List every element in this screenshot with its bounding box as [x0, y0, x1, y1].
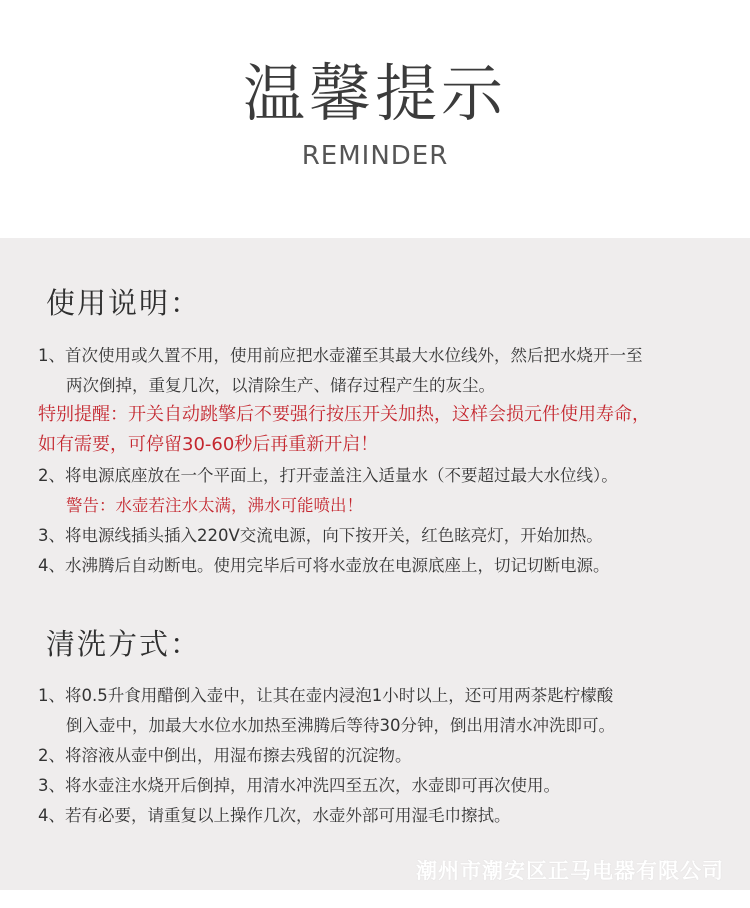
warning-line: 警告：水壶若注水太满，沸水可能喷出！ — [66, 496, 363, 515]
usage-line-1-cont: 两次倒掉，重复几次，以清除生产、储存过程产生的灰尘。 — [66, 376, 495, 395]
company-watermark: 潮州市潮安区正马电器有限公司 — [416, 859, 724, 883]
usage-line-4: 4、水沸腾后自动断电。使用完毕后可将水壶放在电源底座上，切记切断电源。 — [38, 556, 610, 575]
cleaning-line-3: 3、将水壶注水烧开后倒掉，用清水冲洗四至五次，水壶即可再次使用。 — [38, 776, 560, 795]
cleaning-line-1-cont: 倒入壶中，加最大水位水加热至沸腾后等待30分钟，倒出用清水冲洗即可。 — [66, 716, 615, 735]
usage-line-3: 3、将电源线插头插入220V交流电源，向下按开关，红色眩亮灯，开始加热。 — [38, 526, 603, 545]
cleaning-line-1: 1、将0.5升食用醋倒入壶中，让其在壶内浸泡1小时以上，还可用两茶匙柠檬酸 — [38, 686, 614, 705]
special-reminder-line-1: 特别提醒：开关自动跳擎后不要强行按压开关加热，这样会损元件使用寿命， — [38, 404, 650, 425]
header — [0, 0, 750, 238]
usage-line-1: 1、首次使用或久置不用，使用前应把水壶灌至其最大水位线外，然后把水烧开一至 — [38, 346, 643, 365]
special-reminder-line-2: 如有需要，可停留30-60秒后再重新开启！ — [38, 434, 379, 455]
cleaning-line-4: 4、若有必要，请重复以上操作几次，水壶外部可用湿毛巾擦拭。 — [38, 806, 511, 825]
cleaning-section-title: 清洗方式： — [46, 627, 202, 661]
usage-section-title: 使用说明： — [46, 286, 202, 320]
page-title: 温馨提示 — [242, 57, 507, 130]
bottom-strip — [0, 890, 750, 908]
usage-line-2: 2、将电源底座放在一个平面上，打开壶盖注入适量水（不要超过最大水位线）。 — [38, 466, 618, 485]
page-subtitle: REMINDER — [301, 141, 449, 171]
cleaning-line-2: 2、将溶液从壶中倒出，用湿布擦去残留的沉淀物。 — [38, 746, 412, 765]
